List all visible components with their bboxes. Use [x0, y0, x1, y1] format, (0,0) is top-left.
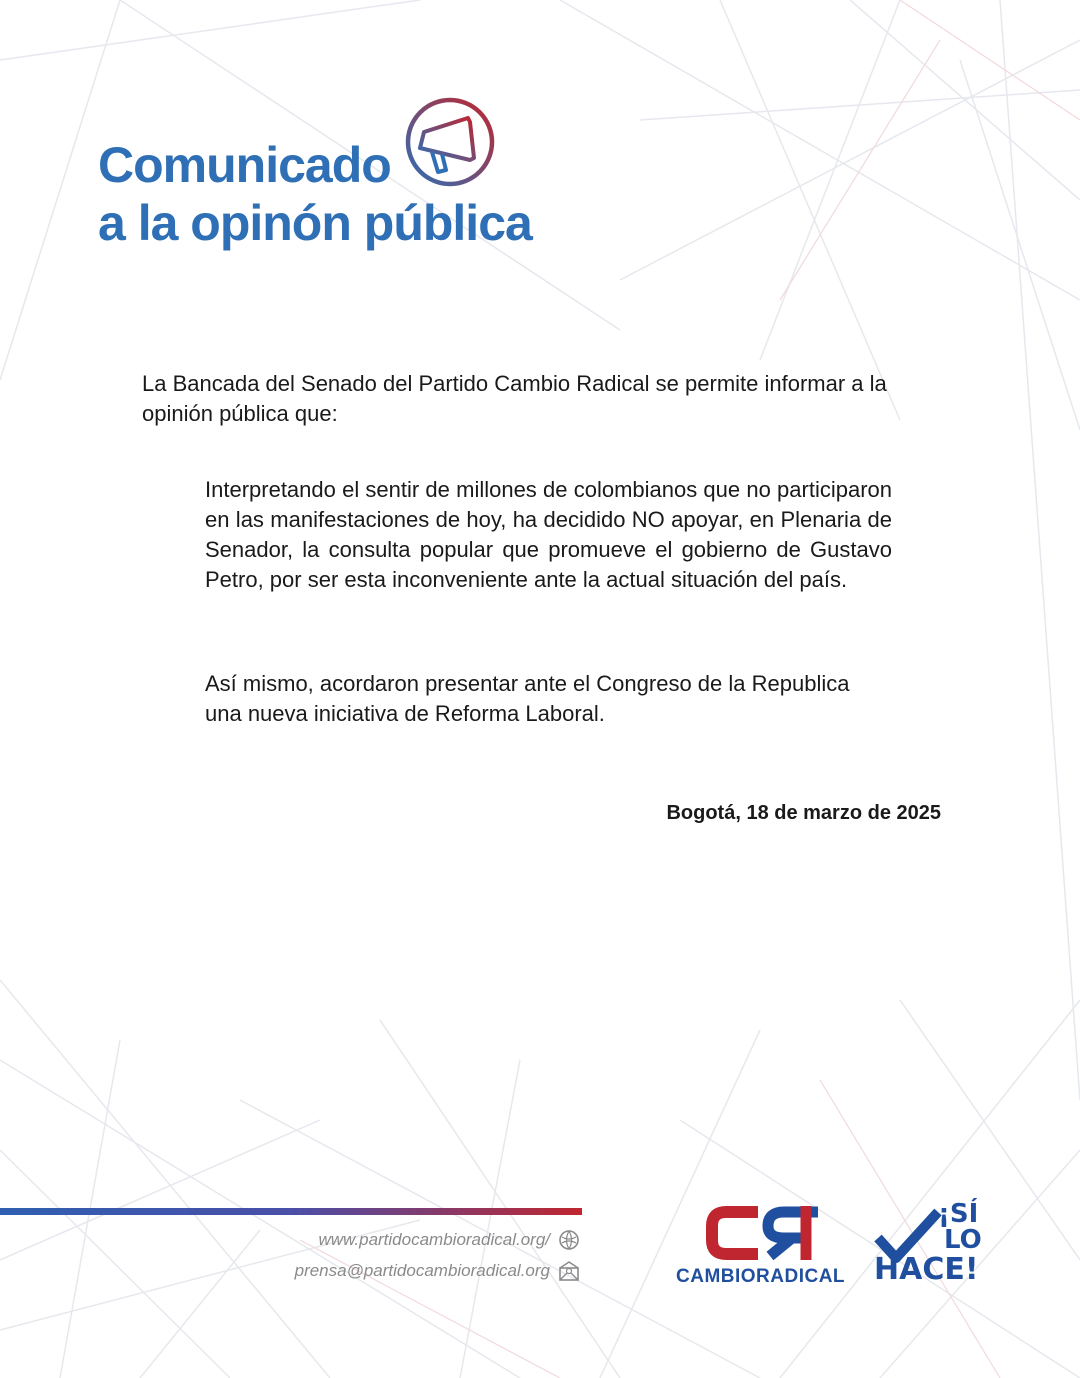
megaphone-icon — [398, 92, 502, 196]
email-link[interactable]: prensa@partidocambioradical.org — [294, 1261, 550, 1280]
paragraph-1: Interpretando el sentir de millones de colombianos que no participaron en las manifestaciones de hoy, ha decidido NO apoyar, en Plenaria de Senador, la consulta popular que promueve el gobierno de Gustavo Petro, por ser esta inconveniente ante la actual situación del país. — [205, 477, 892, 592]
website-contact[interactable] — [319, 1229, 581, 1251]
footer-divider — [0, 1208, 582, 1215]
slogan-line-1: ¡SÍ — [938, 1199, 979, 1229]
slogan-line-3: HACE! — [874, 1252, 979, 1287]
slogan-line-2: LO — [944, 1225, 982, 1255]
paragraph-2: Así mismo, acordaron presentar ante el Congreso de la Republica una nueva iniciativa de Reforma Laboral. — [205, 671, 850, 726]
slogan-badge — [872, 1200, 992, 1292]
cr-mark-icon — [706, 1204, 822, 1262]
globe-icon — [558, 1229, 580, 1251]
website-link[interactable]: www.partidocambioradical.org/ — [318, 1230, 550, 1249]
logo-text: CAMBIORADICAL — [676, 1266, 846, 1287]
cambio-radical-logo — [676, 1204, 852, 1290]
mail-icon — [558, 1260, 580, 1282]
title-line-2: a la opinón pública — [98, 195, 532, 251]
email-contact[interactable] — [295, 1260, 580, 1282]
intro-text: La Bancada del Senado del Partido Cambio Radical se permite informar a la opinión pública que: — [142, 371, 887, 426]
title-line-1: Comunicado — [98, 137, 391, 193]
date-line: Bogotá, 18 de marzo de 2025 — [666, 802, 941, 824]
